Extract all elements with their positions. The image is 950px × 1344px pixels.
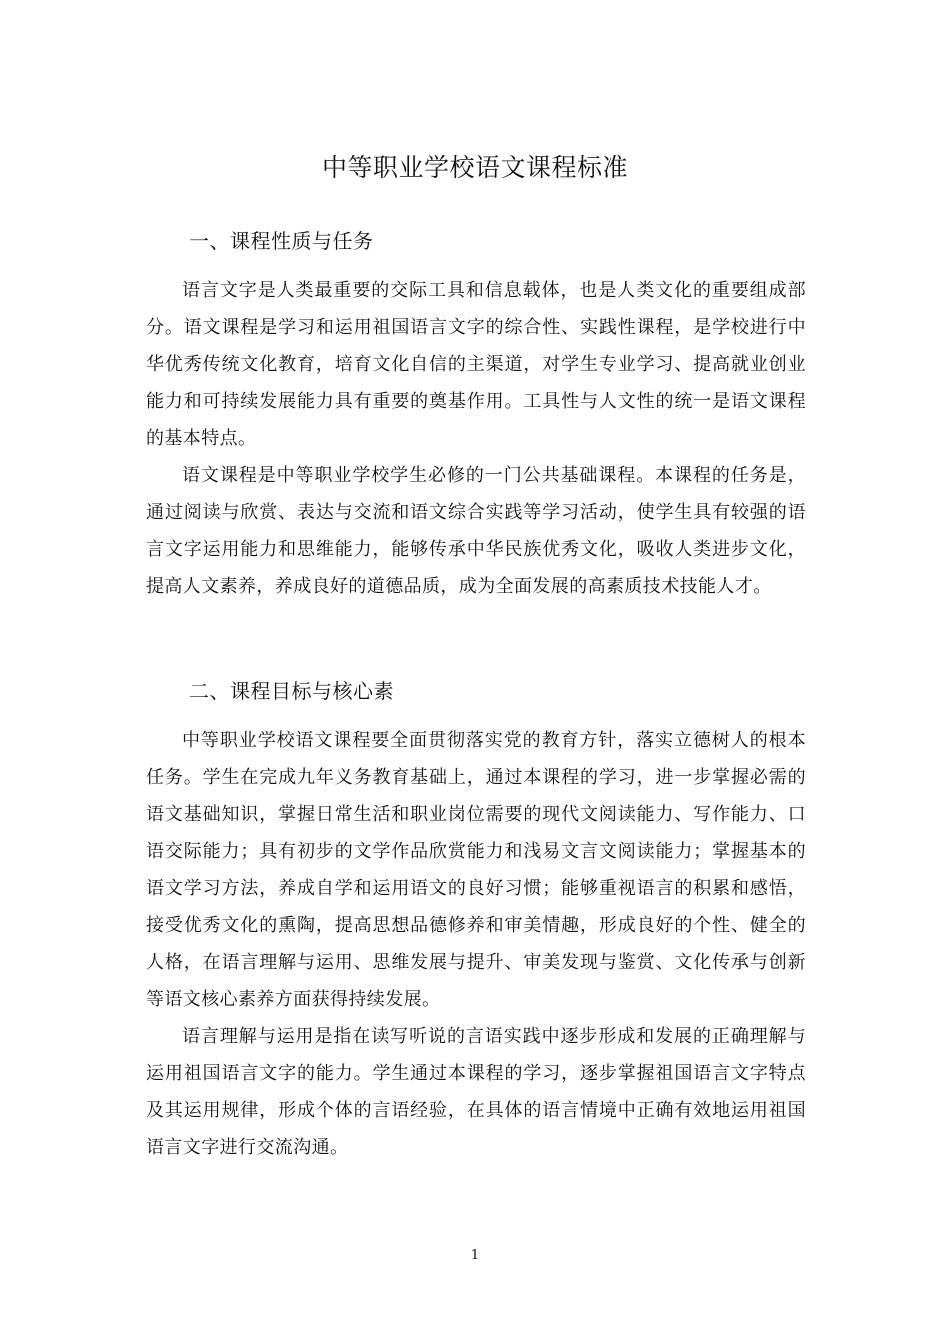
page-number: 1 (470, 1248, 480, 1263)
section-heading-1: 一、课程性质与任务 (189, 229, 374, 253)
document-title: 中等职业学校语文课程标准 (321, 153, 628, 182)
section-2-paragraph-1: 中等职业学校语文课程要全面贯彻落实党的教育方针，落实立德树人的根本任务。学生在完成九年义务教育基础上，通过本课程的学习，进一步掌握必需的语文基础知识，掌握日常生活和职业岗位需要的现代文阅读能力、写作能力、口语交际能力；具有初步的文学作品欣赏能力和浅易文言文阅读能力；掌握基本的语文学习方法，养成自学和运用语文的良好习惯；能够重视语言的积累和感悟，接受优秀文化的熏陶，提高思想品德修养和审美情趣，形成良好的个性、健全的人格，在语言理解与运用、思维发展与提升、审美发现与鉴赏、文化传承与创新等语文核心素养方面获得持续发展。 (146, 730, 806, 1010)
section-2-paragraph-2: 语言理解与运用是指在读写听说的言语实践中逐步形成和发展的正确理解与运用祖国语言文字的能力。学生通过本课程的学习，逐步掌握祖国语言文字特点及其运用规律，形成个体的言语经验，在具体的语言情境中正确有效地运用祖国语言文字进行交流沟通。 (146, 1026, 806, 1158)
section-1-paragraph-1: 语言文字是人类最重要的交际工具和信息载体，也是人类文化的重要组成部分。语文课程是学习和运用祖国语言文字的综合性、实践性课程，是学校进行中华优秀传统文化教育，培育文化自信的主渠道，对学生专业学习、提高就业创业能力和可持续发展能力具有重要的奠基作用。工具性与人文性的统一是语文课程的基本特点。 (146, 280, 806, 449)
section-heading-2: 二、课程目标与核心素 (189, 679, 394, 703)
section-1-paragraph-2: 语文课程是中等职业学校学生必修的一门公共基础课程。本课程的任务是，通过阅读与欣赏、表达与交流和语文综合实践等学习活动，使学生具有较强的语言文字运用能力和思维能力，能够传承中华民族优秀文化，吸收人类进步文化，提高人文素养，养成良好的道德品质，成为全面发展的高素质技术技能人才。 (146, 465, 806, 597)
